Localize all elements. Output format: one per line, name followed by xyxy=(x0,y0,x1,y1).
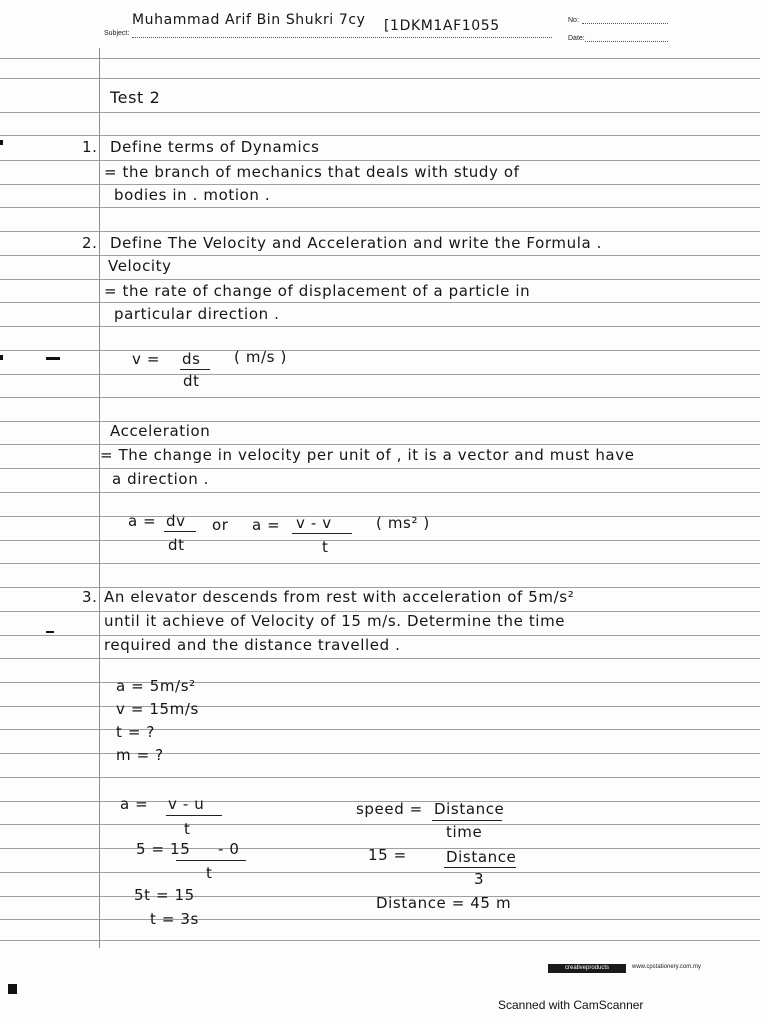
acc-formula-numerator: dv xyxy=(166,512,186,530)
student-id: [1DKM1AF1055 xyxy=(384,18,500,34)
acc-formula-denominator2: t xyxy=(322,538,329,556)
ruled-line xyxy=(0,706,760,707)
ruled-line xyxy=(0,777,760,778)
ruled-line xyxy=(0,658,760,659)
acc-formula-lhs: a = xyxy=(128,512,157,530)
given-v: v = 15m/s xyxy=(116,700,199,718)
date-label: Date: xyxy=(568,35,585,42)
velocity-formula-lhs: v = xyxy=(132,350,161,368)
work-r1-numerator: v - u xyxy=(168,795,205,813)
acc-formula-numerator2: v - v xyxy=(296,514,332,532)
ruled-line xyxy=(0,824,760,825)
q1-question: Define terms of Dynamics xyxy=(110,138,320,156)
fraction-bar xyxy=(180,369,210,370)
ruled-line xyxy=(0,350,760,351)
ruled-line xyxy=(0,302,760,303)
corner-mark xyxy=(8,984,17,994)
fraction-bar xyxy=(164,531,196,532)
q3-line2: until it achieve of Velocity of 15 m/s. Determine the time xyxy=(104,612,566,630)
velocity-formula-unit: ( m/s ) xyxy=(234,348,287,366)
scanner-watermark: Scanned with CamScanner xyxy=(498,998,644,1012)
work-r2-lhs: 5 = 15 xyxy=(136,840,191,858)
work-r2-numerator-extra: - 0 xyxy=(218,840,240,858)
acceleration-def-line1: = The change in velocity per unit of , it is a vector and must have xyxy=(100,446,635,464)
velocity-def-line2: particular direction . xyxy=(114,305,280,323)
velocity-def-line1: = the rate of change of displacement of a particle in xyxy=(104,282,531,300)
pen-mark xyxy=(46,357,60,360)
velocity-formula-numerator: ds xyxy=(182,350,201,368)
fraction-bar xyxy=(444,867,516,868)
no-label: No: xyxy=(568,17,579,24)
page-title: Test 2 xyxy=(110,88,161,107)
ruled-line xyxy=(0,231,760,232)
acc-formula-unit: ( ms² ) xyxy=(376,514,430,532)
student-name: Muhammad Arif Bin Shukri 7cy xyxy=(132,12,366,28)
work-r4: t = 3s xyxy=(150,910,199,928)
ruled-line xyxy=(0,563,760,564)
acceleration-heading: Acceleration xyxy=(110,422,211,440)
binder-mark xyxy=(0,355,3,360)
ruled-line xyxy=(0,444,760,445)
pen-mark xyxy=(46,631,54,633)
speed-r2-denominator: 3 xyxy=(474,870,485,888)
speed-r2-lhs: 15 = xyxy=(368,846,407,864)
work-r2-denominator: t xyxy=(206,864,213,882)
ruled-line xyxy=(0,374,760,375)
ruled-line xyxy=(0,58,760,59)
ruled-line xyxy=(0,940,760,941)
brand-stamp: creativeproducts xyxy=(548,964,626,973)
date-dotted-line xyxy=(585,41,668,42)
binder-mark xyxy=(0,140,3,145)
q2-number: 2. xyxy=(82,234,98,252)
speed-numerator: Distance xyxy=(434,800,505,818)
ruled-line xyxy=(0,682,760,683)
work-r3: 5t = 15 xyxy=(134,886,195,904)
distance-result: Distance = 45 m xyxy=(376,894,512,912)
fraction-bar xyxy=(432,820,502,821)
q1-answer-line1: = the branch of mechanics that deals with study of xyxy=(104,163,520,181)
ruled-line xyxy=(0,207,760,208)
acceleration-def-line2: a direction . xyxy=(112,470,210,488)
fraction-bar xyxy=(166,815,222,816)
velocity-heading: Velocity xyxy=(108,257,172,275)
given-t: t = ? xyxy=(116,723,155,741)
fraction-bar xyxy=(292,533,352,534)
fraction-bar xyxy=(176,860,246,861)
q3-number: 3. xyxy=(82,588,98,606)
ruled-line xyxy=(0,468,760,469)
ruled-line xyxy=(0,540,760,541)
ruled-line xyxy=(0,279,760,280)
ruled-line xyxy=(0,729,760,730)
ruled-line xyxy=(0,397,760,398)
acc-formula-lhs2: a = xyxy=(252,516,281,534)
no-dotted-line xyxy=(582,23,668,24)
q1-answer-line2: bodies in . motion . xyxy=(114,186,271,204)
velocity-formula-denominator: dt xyxy=(183,372,200,390)
ruled-line xyxy=(0,872,760,873)
subject-label: Subject: xyxy=(104,30,130,37)
margin-line xyxy=(99,48,100,948)
q1-number: 1. xyxy=(82,138,98,156)
q3-line1: An elevator descends from rest with acceleration of 5m/s² xyxy=(104,588,575,606)
q3-line3: required and the distance travelled . xyxy=(104,636,401,654)
work-r1-denominator: t xyxy=(184,820,191,838)
q2-question: Define The Velocity and Acceleration and write the Formula . xyxy=(110,234,603,252)
ruled-line xyxy=(0,160,760,161)
ruled-line xyxy=(0,919,760,920)
ruled-line xyxy=(0,78,760,79)
work-r1-lhs: a = xyxy=(120,795,149,813)
ruled-line xyxy=(0,492,760,493)
ruled-line xyxy=(0,135,760,136)
given-a: a = 5m/s² xyxy=(116,677,196,695)
acc-formula-denominator: dt xyxy=(168,536,185,554)
given-m: m = ? xyxy=(116,746,164,764)
ruled-line xyxy=(0,326,760,327)
ruled-line xyxy=(0,112,760,113)
acc-formula-or: or xyxy=(212,516,229,534)
ruled-line xyxy=(0,753,760,754)
speed-denominator: time xyxy=(446,823,483,841)
brand-website: www.cpstationery.com.my xyxy=(632,964,701,970)
ruled-line xyxy=(0,255,760,256)
speed-lhs: speed = xyxy=(356,800,423,818)
ruled-line xyxy=(0,184,760,185)
speed-r2-numerator: Distance xyxy=(446,848,517,866)
subject-dotted-line xyxy=(132,37,552,38)
